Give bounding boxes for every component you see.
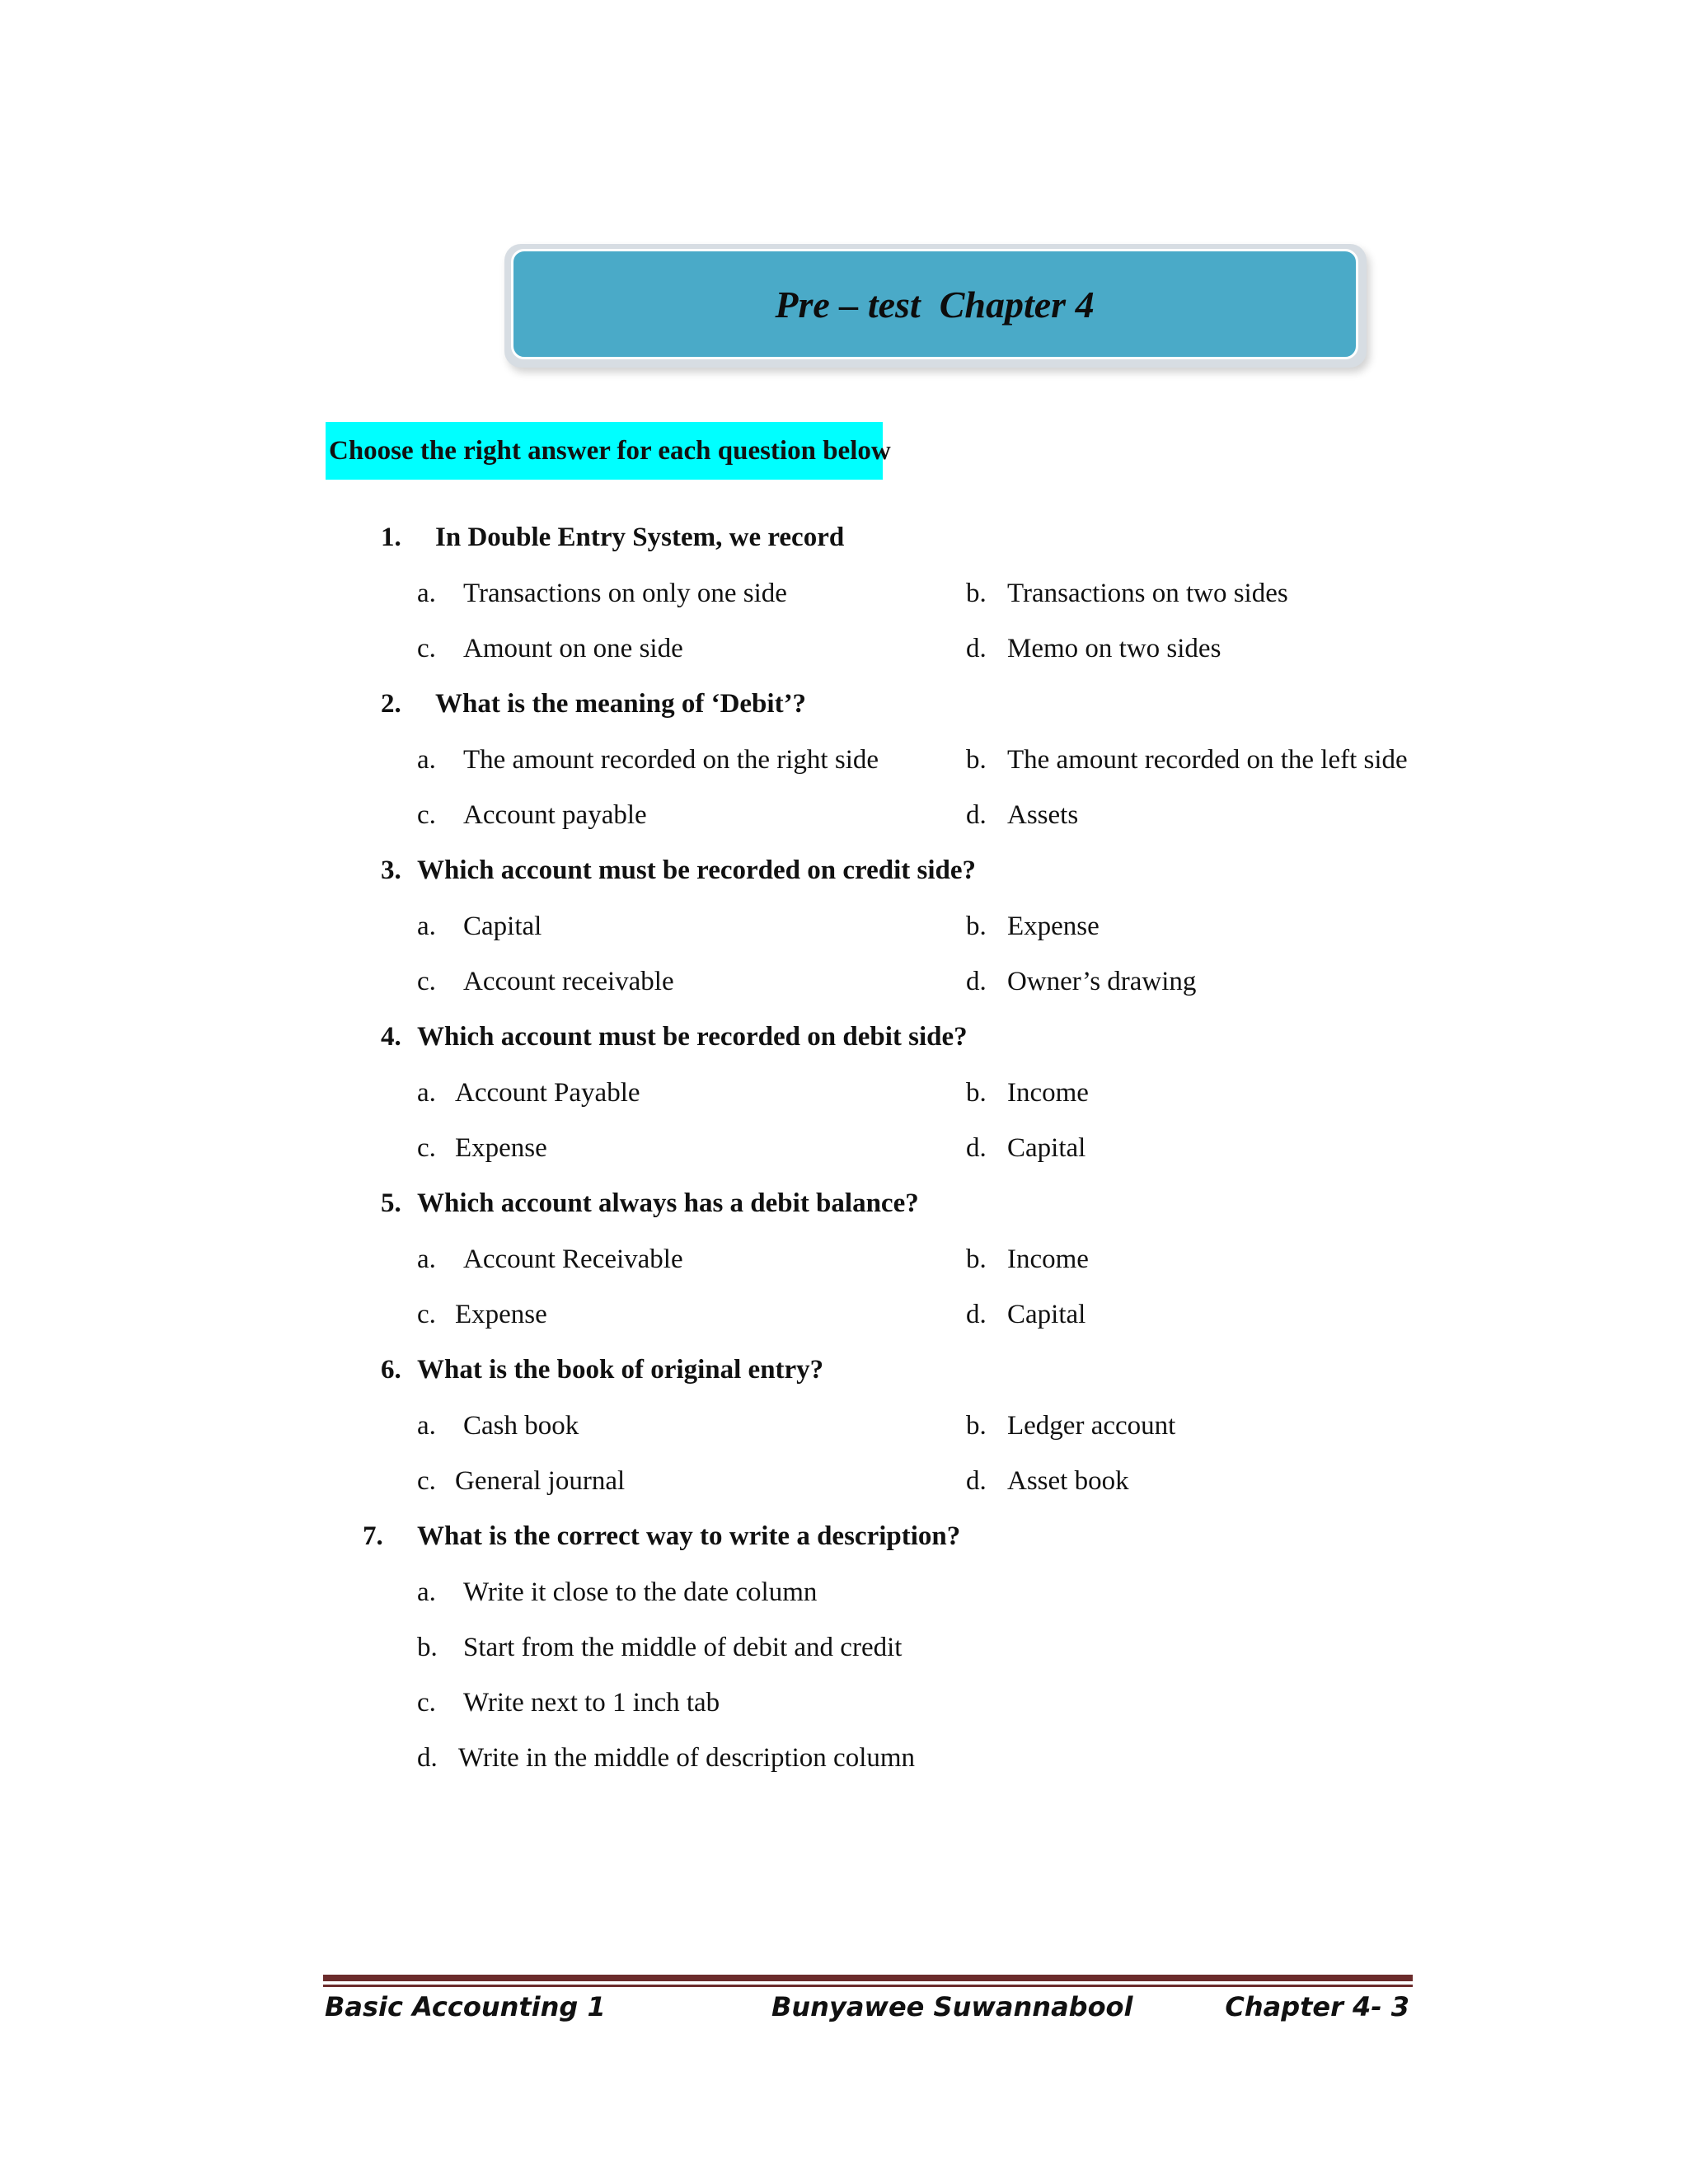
option-letter: d.: [966, 800, 987, 830]
question-text: In Double Entry System, we record: [435, 523, 845, 552]
option-letter: a.: [417, 1078, 436, 1108]
option-letter: d.: [966, 634, 987, 663]
option-letter: b.: [417, 1633, 438, 1662]
option-letter: c.: [417, 800, 436, 830]
footer-page-number: Chapter 4- 3: [1225, 1991, 1409, 2022]
question-number: 7.: [363, 1521, 383, 1551]
option-text: General journal: [455, 1466, 626, 1496]
option-text: Capital: [463, 912, 542, 941]
option-letter: c.: [417, 1300, 436, 1329]
footer-author: Bunyawee Suwannabool: [771, 1991, 1133, 2022]
option-text: Amount on one side: [463, 634, 683, 663]
option-text: Transactions on only one side: [463, 579, 787, 608]
instruction-text: Choose the right answer for each question below: [329, 435, 891, 466]
option-letter: c.: [417, 634, 436, 663]
option-text: The amount recorded on the right side: [463, 745, 879, 775]
option-text: Write in the middle of description column: [458, 1743, 916, 1773]
question-number: 5.: [381, 1188, 401, 1218]
question-number: 6.: [381, 1355, 401, 1385]
question-text: Which account must be recorded on credit side?: [417, 855, 976, 885]
option-letter: b.: [966, 1244, 987, 1274]
option-letter: c.: [417, 1133, 436, 1163]
question-number: 3.: [381, 855, 401, 885]
option-letter: d.: [966, 1466, 987, 1496]
option-text: Account receivable: [463, 967, 674, 996]
option-letter: c.: [417, 1466, 436, 1496]
option-letter: a.: [417, 1411, 436, 1441]
option-letter: a.: [417, 1577, 436, 1607]
option-letter: a.: [417, 912, 436, 941]
question-number: 2.: [381, 689, 401, 719]
option-text: Expense: [1007, 912, 1100, 941]
option-text: Assets: [1007, 800, 1079, 830]
option-text: Transactions on two sides: [1007, 579, 1288, 608]
option-text: Expense: [455, 1133, 547, 1163]
option-letter: b.: [966, 1078, 987, 1108]
page-title: Pre – test Chapter 4: [775, 283, 1095, 326]
option-text: Memo on two sides: [1007, 634, 1221, 663]
question-text: Which account must be recorded on debit side?: [417, 1022, 968, 1052]
option-letter: d.: [966, 1133, 987, 1163]
option-text: The amount recorded on the left side: [1007, 745, 1408, 775]
option-text: Account Receivable: [463, 1244, 683, 1274]
option-text: Income: [1007, 1078, 1089, 1108]
option-text: Cash book: [463, 1411, 579, 1441]
option-letter: b.: [966, 579, 987, 608]
option-text: Expense: [455, 1300, 547, 1329]
question-number: 1.: [381, 523, 401, 552]
option-letter: d.: [966, 1300, 987, 1329]
option-letter: a.: [417, 579, 436, 608]
question-text: What is the book of original entry?: [417, 1355, 824, 1385]
question-text: Which account always has a debit balance?: [417, 1188, 919, 1218]
option-letter: d.: [417, 1743, 438, 1773]
footer-rule: [323, 1975, 1413, 1981]
question-text: What is the correct way to write a description?: [417, 1521, 961, 1551]
option-text: Account Payable: [455, 1078, 640, 1108]
option-text: Write it close to the date column: [463, 1577, 818, 1607]
option-text: Account payable: [463, 800, 647, 830]
option-letter: c.: [417, 1688, 436, 1718]
option-letter: b.: [966, 745, 987, 775]
footer-rule-secondary: [323, 1985, 1413, 1987]
option-letter: a.: [417, 745, 436, 775]
option-letter: c.: [417, 967, 436, 996]
instruction-highlight: [326, 422, 891, 480]
option-letter: b.: [966, 1411, 987, 1441]
option-text: Write next to 1 inch tab: [463, 1688, 720, 1718]
option-text: Asset book: [1007, 1466, 1129, 1496]
title-banner: [511, 249, 1358, 359]
option-text: Owner’s drawing: [1007, 967, 1197, 996]
option-text: Ledger account: [1007, 1411, 1176, 1441]
question-number: 4.: [381, 1022, 401, 1052]
question-text: What is the meaning of ‘Debit’?: [435, 689, 807, 719]
option-text: Capital: [1007, 1133, 1086, 1163]
option-text: Income: [1007, 1244, 1089, 1274]
option-text: Start from the middle of debit and credit: [463, 1633, 903, 1662]
footer-course: Basic Accounting 1: [325, 1991, 606, 2022]
option-letter: d.: [966, 967, 987, 996]
option-text: Capital: [1007, 1300, 1086, 1329]
option-letter: a.: [417, 1244, 436, 1274]
option-letter: b.: [966, 912, 987, 941]
